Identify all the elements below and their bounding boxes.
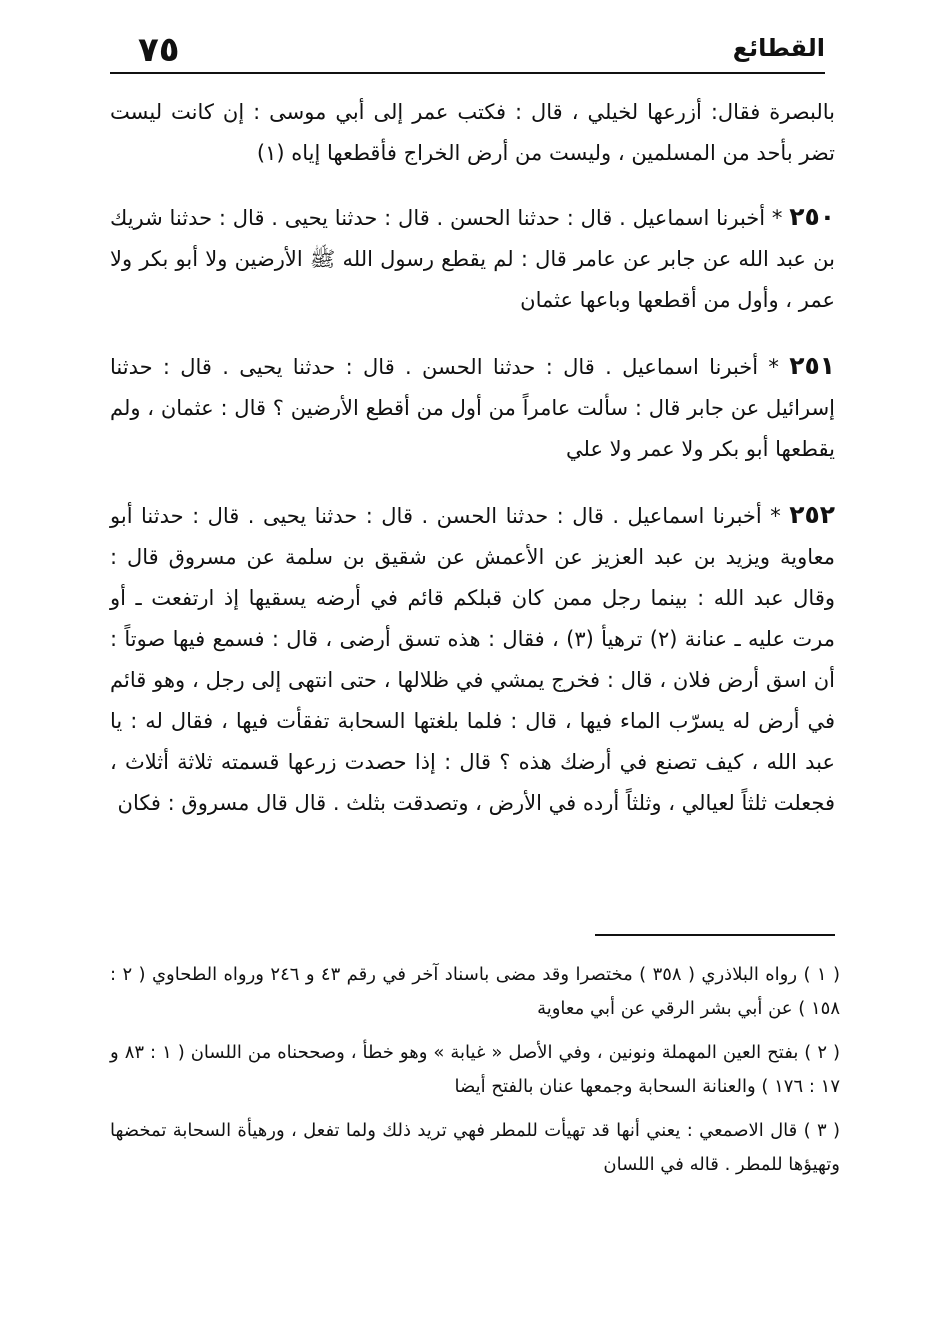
hadith-252 [110,494,835,824]
footnote-3: ( ٣ ) قال الاصمعي : يعني أنها قد تهيأت للمطر فهي تريد ذلك ولما تفعل ، ورهيأة السحابة تمخضها وتهيؤها للمطر . قاله في اللسان [110,1120,841,1175]
footnotes [110,958,840,1192]
header-rule [110,72,825,74]
paragraph-text: بالبصرة فقال: أزرعها لخيلي ، قال : فكتب عمر إلى أبي موسى : إن كانت ليست تضر بأحد من المسلمين ، وليست من أرض الخراج فأقطعها إياه (١) [110,100,835,165]
hadith-number: ٢٥٢ [789,500,835,529]
paragraph-text: * أخبرنا اسماعيل . قال : حدثنا الحسن . قال : حدثنا يحيى . قال : حدثنا إسرائيل عن جابر قال : سألت عامراً من أول من أقطع الأرضين ؟ قال : عثمان ، ولم يقطعها أبو بكر ولا عمر ولا علي [110,355,835,461]
footnote-2: ( ٢ ) بفتح العين المهملة ونونين ، وفي الأصل « غيابة » وهو خطأ ، وصححناه من اللسان ( ١ : ٨٣ و ١٧ : ١٧٦ ) والعنانة السحابة وجمعها عنان بالفتح أيضا [110,1042,841,1097]
page-number: ٧٥ [138,30,180,70]
running-head [110,22,825,74]
hadith-number: ٢٥٠ [789,202,835,231]
hadith-number: ٢٥١ [789,351,835,380]
hadith-251 [110,345,835,470]
footnote-1: ( ١ ) رواه البلاذري ( ٣٥٨ ) مختصرا وقد مضى باسناد آخر في رقم ٤٣ و ٢٤٦ ورواه الطحاوي ( ٢ : ١٥٨ ) عن أبي بشر الرقي عن أبي معاوية [110,964,840,1019]
paragraph-text: * أخبرنا اسماعيل . قال : حدثنا الحسن . قال : حدثنا يحيى . قال : حدثنا أبو معاوية ويزيد بن عبد العزيز عن الأعمش عن شقيق بن سلمة عن مسروق قال : وقال عبد الله : بينما رجل ممن كان قبلكم قائم في أرضه يسقيها إذ ارتفعت ـ أو مرت عليه ـ عنانة (٢) ترهيأ (٣) ، فقال : هذه تسق أرضى ، قال : فسمع فيها صوتاً : أن اسق أرض فلان ، قال : فخرج يمشي في ظلالها ، حتى انتهى إلى رجل ، وهو قائم في أرض له يسرّب الماء فيها ، قال : فلما بلغتها السحابة تفقأت فيها ، فقال له : يا عبد الله ، كيف تصنع في أرضك هذه ؟ قال : إذا حصدت زرعها قسمته ثلاثة أثلاث ، فجعلت ثلثاً لعيالي ، وثلثاً أرده في الأرض ، وتصدقت بثلث . قال قال مسروق : فكان [110,504,835,815]
footnote-rule [595,934,835,936]
paragraph-continuation [110,92,835,174]
main-text [110,92,835,848]
hadith-250 [110,196,835,321]
section-title: القطائع [732,34,825,62]
paragraph-text: * أخبرنا اسماعيل . قال : حدثنا الحسن . قال : حدثنا يحيى . قال : حدثنا شريك بن عبد الله عن جابر عن عامر قال : لم يقطع رسول الله ﷺ الأرضين ولا أبو بكر ولا عمر ، وأول من أقطعها وباعها عثمان [110,206,835,312]
